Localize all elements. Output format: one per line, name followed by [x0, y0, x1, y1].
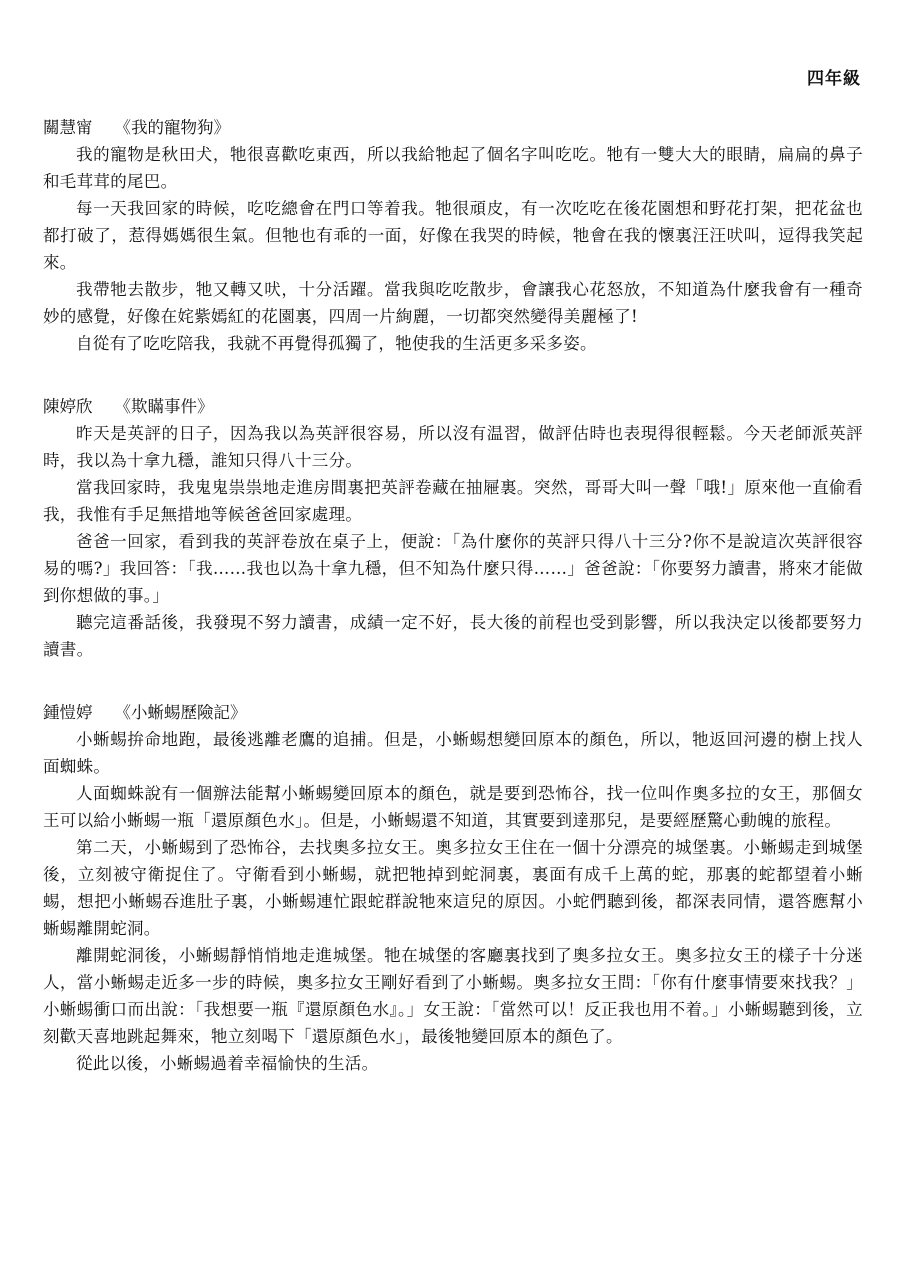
essay-author: 陳婷欣	[43, 397, 93, 416]
essay-paragraph: 爸爸一回家，看到我的英評卷放在桌子上，便說：「為什麼你的英評只得八十三分?你不是說這次英評很容易的嗎?」我回答：「我……我也以為十拿九穩，但不知為什麼只得……」爸爸說：「你要努力讀書，將來才能做到你想做的事。」	[43, 532, 863, 605]
essay-author: 關慧甯	[43, 118, 93, 137]
essay-author: 鍾愷婷	[43, 703, 93, 722]
essay-paragraph: 我帶牠去散步，牠又轉又吠，十分活躍。當我與吃吃散步，會讓我心花怒放，不知道為什麼我會有一種奇妙的感覺，好像在姹紫嫣紅的花園裏，四周一片絢麗，一切都突然變得美麗極了!	[43, 280, 863, 326]
essay-title: 《我的寵物狗》	[114, 118, 230, 137]
essay-paragraph: 昨天是英評的日子，因為我以為英評很容易，所以沒有温習，做評估時也表現得很輕鬆。今天老師派英評時，我以為十拿九穩，誰知只得八十三分。	[43, 424, 863, 470]
essay-title: 《欺瞞事件》	[114, 397, 214, 416]
essay-paragraph: 人面蜘蛛說有一個辦法能幫小蜥蜴變回原本的顏色，就是要到恐怖谷，找一位叫作奧多拉的女王，那個女王可以給小蜥蜴一瓶「還原顏色水」。但是，小蜥蜴還不知道，其實要到達那兒，是要經歷驚心動魄的旅程。	[43, 784, 863, 830]
essay-paragraph: 第二天，小蜥蜴到了恐怖谷，去找奧多拉女王。奧多拉女王住在一個十分漂亮的城堡裏。小蜥蜴走到城堡後，立刻被守衛捉住了。守衛看到小蜥蜴，就把牠掉到蛇洞裏，裏面有成千上萬的蛇，那裏的蛇都望着小蜥蜴，想把小蜥蜴吞進肚子裏，小蜥蜴連忙跟蛇群說牠來這兒的原因。小蛇們聽到後，都深表同情，還答應幫小蜥蜴離開蛇洞。	[43, 838, 863, 938]
essay-paragraph: 自從有了吃吃陪我，我就不再覺得孤獨了，牠使我的生活更多采多姿。	[76, 334, 597, 353]
essay-2	[43, 393, 863, 663]
essay-paragraph: 從此以後，小蜥蜴過着幸福愉快的生活。	[76, 1054, 379, 1073]
essay-1	[43, 114, 863, 357]
essay-paragraph: 我的寵物是秋田犬，牠很喜歡吃東西，所以我給牠起了個名字叫吃吃。牠有一雙大大的眼睛，扁扁的鼻子和毛茸茸的尾巴。	[43, 145, 863, 191]
essay-paragraph: 聽完這番話後，我發現不努力讀書，成績一定不好，長大後的前程也受到影響，所以我決定以後都要努力讀書。	[43, 613, 863, 659]
essay-title: 《小蜥蜴歷險記》	[114, 703, 247, 722]
essay-list	[43, 114, 863, 1101]
essay-paragraph: 離開蛇洞後，小蜥蜴靜悄悄地走進城堡。牠在城堡的客廳裏找到了奧多拉女王。奧多拉女王的樣子十分迷人，當小蜥蜴走近多一步的時候，奧多拉女王剛好看到了小蜥蜴。奧多拉女王問：「你有什麼事情要來找我？」小蜥蜴衝口而出說：「我想要一瓶『還原顏色水』。」女王說：「當然可以！反正我也用不着。」小蜥蜴聽到後，立刻歡天喜地跳起舞來，牠立刻喝下「還原顏色水」，最後牠變回原本的顏色了。	[43, 946, 863, 1046]
essay-paragraph: 小蜥蜴拚命地跑，最後逃離老鷹的追捕。但是，小蜥蜴想變回原本的顏色，所以，牠返回河邊的樹上找人面蜘蛛。	[43, 730, 863, 776]
essay-heading	[43, 699, 863, 726]
essay-paragraph: 每一天我回家的時候，吃吃總會在門口等着我。牠很頑皮，有一次吃吃在後花園想和野花打架，把花盆也都打破了，惹得媽媽很生氣。但牠也有乖的一面，好像在我哭的時候，牠會在我的懷裏汪汪吠叫，逗得我笑起來。	[43, 199, 863, 272]
essay-heading	[43, 393, 863, 420]
essay-heading	[43, 114, 863, 141]
essay-paragraph: 當我回家時，我鬼鬼祟祟地走進房間裏把英評卷藏在抽屜裏。突然，哥哥大叫一聲「哦!」原來他一直偷看我，我惟有手足無措地等候爸爸回家處理。	[43, 478, 863, 524]
grade-label: 四年級	[807, 69, 861, 89]
essay-3	[43, 699, 863, 1077]
